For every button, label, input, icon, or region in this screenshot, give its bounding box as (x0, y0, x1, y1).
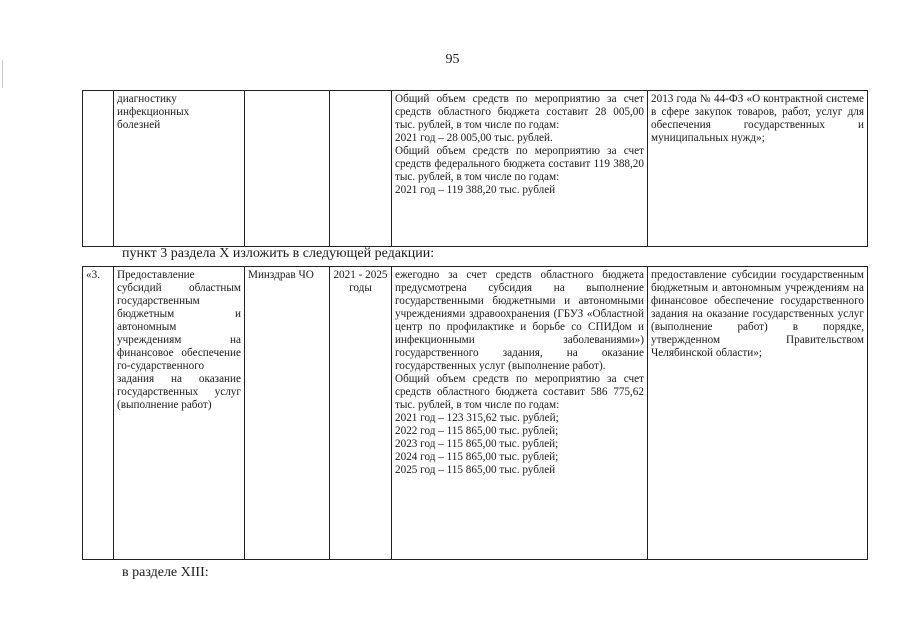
table-row (83, 267, 868, 560)
program-table-item-3 (82, 266, 868, 560)
cell-funding (392, 267, 648, 560)
funding-paragraph: ежегодно за счет средств областного бюджета предусмотрена субсидия на выполнение государственными бюджетными и автономными учреждениями здравоохранения (ГБУЗ «Областной центр по профилактике и борьбе со СПИДом и инфекционными заболеваниями») государственного задания, на оказание государственных услуг (выполнение работ). (395, 269, 644, 372)
funding-paragraph: Общий объем средств по мероприятию за счет средств областного бюджета составит 586 775,62 тыс. рублей, в том числе по годам: (395, 373, 644, 411)
cell-number-empty (83, 91, 114, 247)
cell-period: 2021 - 2025 годы (330, 267, 392, 560)
funding-year-line: 2021 год – 123 315,62 тыс. рублей; (395, 412, 559, 424)
funding-year-line: 2025 год – 115 865,00 тыс. рублей (395, 464, 556, 476)
cell-executor-empty (245, 91, 330, 247)
instruction-text: пункт 3 раздела X изложить в следующей редакции: (122, 246, 435, 261)
program-table-continuation (82, 90, 868, 247)
cell-funding (392, 91, 648, 247)
cell-event-topic: Предоставление субсидий областным государственным бюджетным и автономным учреждениям на финансовое обеспечение го-сударственного задания на оказание государственных услуг (выполнение работ) (114, 267, 245, 560)
funding-year-line: 2022 год – 115 865,00 тыс. рублей; (395, 425, 559, 437)
table-row (83, 91, 868, 247)
cell-event-topic: диагностику инфекционных болезней (114, 91, 245, 247)
page-number: 95 (445, 52, 460, 67)
funding-paragraph: Общий объем средств по мероприятию за счет средств областного бюджета составит 28 005,00 тыс. рублей, в том числе по годам: (395, 93, 644, 131)
cell-period-empty (330, 91, 392, 247)
instruction-text: в разделе XIII: (122, 565, 209, 580)
cell-expected-result: 2013 года № 44-ФЗ «О контрактной системе в сфере закупок товаров, работ, услуг для обеспечения государственных и муниципальных нужд»; (648, 91, 868, 247)
funding-year-line: 2021 год – 28 005,00 тыс. рублей. (395, 132, 553, 144)
funding-year-line: 2024 год – 115 865,00 тыс. рублей; (395, 451, 559, 463)
cell-executor: Минздрав ЧО (245, 267, 330, 560)
cell-number: «3. (83, 267, 114, 560)
cell-expected-result: предоставление субсидии государственным бюджетным и автономным учреждениям на финансовое обеспечение государственного задания на оказание государственных услуг (выполнение работ) в порядке, утвержденном Правительством Челябинской области»; (648, 267, 868, 560)
funding-year-line: 2021 год – 119 388,20 тыс. рублей (395, 184, 556, 196)
funding-paragraph: Общий объем средств по мероприятию за счет средств федерального бюджета составит 119 388,20 тыс. рублей, в том числе по годам: (395, 145, 644, 183)
funding-year-line: 2023 год – 115 865,00 тыс. рублей; (395, 438, 559, 450)
